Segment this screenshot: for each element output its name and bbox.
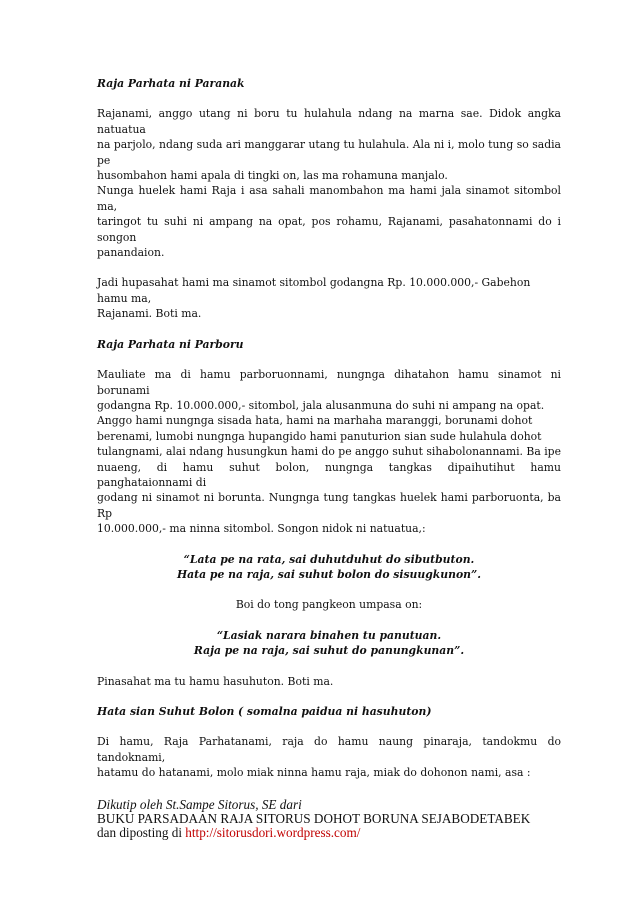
quote-line: “Lata pe na rata, sai duhutduhut do sibutbuton. [183, 552, 475, 566]
posted-prefix: dan diposting di [97, 825, 186, 841]
paragraph-paranak-offer [97, 106, 561, 260]
text-line: 10.000.000,- ma ninna sitombol. Songon nidok ni natuatua,: [97, 522, 426, 536]
credit-line: Dikutip oleh St.Sampe Sitorus, SE dari [97, 796, 302, 812]
section-heading-suhut-bolon: Hata sian Suhut Bolon ( somalna paidua ni hasuhuton) [97, 705, 432, 718]
quote-line: “Lasiak narara binahen tu panutuan. [216, 628, 442, 642]
text-line: godangna Rp. 10.000.000,- sitombol, jala alusanmuna do suhi ni ampang na opat. [97, 398, 545, 412]
paragraph-sinamot-amount [97, 275, 561, 321]
text-line: Di hamu, Raja Parhatanami, raja do hamu naung pinaraja, tandokmu do tandoknami, [97, 735, 561, 764]
posted-line [97, 826, 561, 840]
book-title: BUKU PARSADAAN RAJA SITORUS DOHOT BORUNA SEJABODETABEK [97, 810, 531, 826]
proverb-quote-1 [97, 552, 561, 583]
text-line: taringot tu suhi ni ampang na opat, pos rohamu, Rajanami, pasahatonnami do i songon [97, 215, 561, 244]
text-line: hatamu do hatanami, molo miak ninna hamu raja, miak do dohonon nami, asa : [97, 766, 531, 780]
section-heading-parboru: Raja Parhata ni Parboru [97, 337, 244, 351]
text-line: Jadi hupasahat hami ma sinamot sitombol godangna Rp. 10.000.000,- Gabehon hamu ma, [97, 276, 531, 305]
paragraph-closing: Pinasahat ma tu hamu hasuhuton. Boti ma. [97, 674, 334, 688]
text-line: Rajanami, anggo utang ni boru tu hulahula ndang na marna sae. Didok angka natuatua [97, 107, 561, 136]
blog-link[interactable]: http://sitorusdori.wordpress.com/ [185, 825, 361, 841]
proverb-quote-2 [97, 628, 561, 659]
text-line: Nunga huelek hami Raja i asa sahali manombahon ma hami jala sinamot sitombol ma, [97, 184, 561, 213]
text-line: husombahon hami apala di tingki on, las ma rohamuna manjalo. [97, 169, 448, 183]
paragraph-parboru-reply [97, 367, 561, 536]
quote-line: Hata pe na raja, sai suhut bolon do sisuugkunon”. [176, 567, 481, 581]
text-line: godang ni sinamot ni borunta. Nungnga tung tangkas huelek hami parboruonta, ba Rp [97, 491, 561, 520]
paragraph-suhut-bolon [97, 734, 561, 780]
text-line: Anggo hami nungnga sisada hata, hami na marhaha maranggi, borunami dohot [97, 414, 533, 428]
text-line: na parjolo, ndang suda ari manggarar utang tu hulahula. Ala ni i, molo tung so sadia pe [97, 138, 561, 167]
text-line: berenami, lumobi nungnga hupangido hami panuturion sian sude hulahula dohot [97, 429, 542, 443]
document-page [97, 76, 561, 840]
text-line: nuaeng, di hamu suhut bolon, nungnga tangkas dipaihutihut hamu panghataionnami di [97, 460, 561, 489]
text-line: tulangnami, alai ndang husungkun hami do pe anggo suhut sihabolonannami. Ba ipe [97, 445, 561, 459]
proverb-intro: Boi do tong pangkeon umpasa on: [235, 598, 423, 612]
quote-line: Raja pe na raja, sai suhut do panungkunan”. [193, 644, 465, 658]
source-footer [97, 798, 561, 841]
text-line: panandaion. [97, 246, 165, 260]
text-line: Mauliate ma di hamu parboruonnami, nungnga dihatahon hamu sinamot ni borunami [97, 368, 561, 397]
section-heading-paranak: Raja Parhata ni Paranak [97, 77, 245, 90]
text-line: Rajanami. Boti ma. [97, 307, 202, 321]
